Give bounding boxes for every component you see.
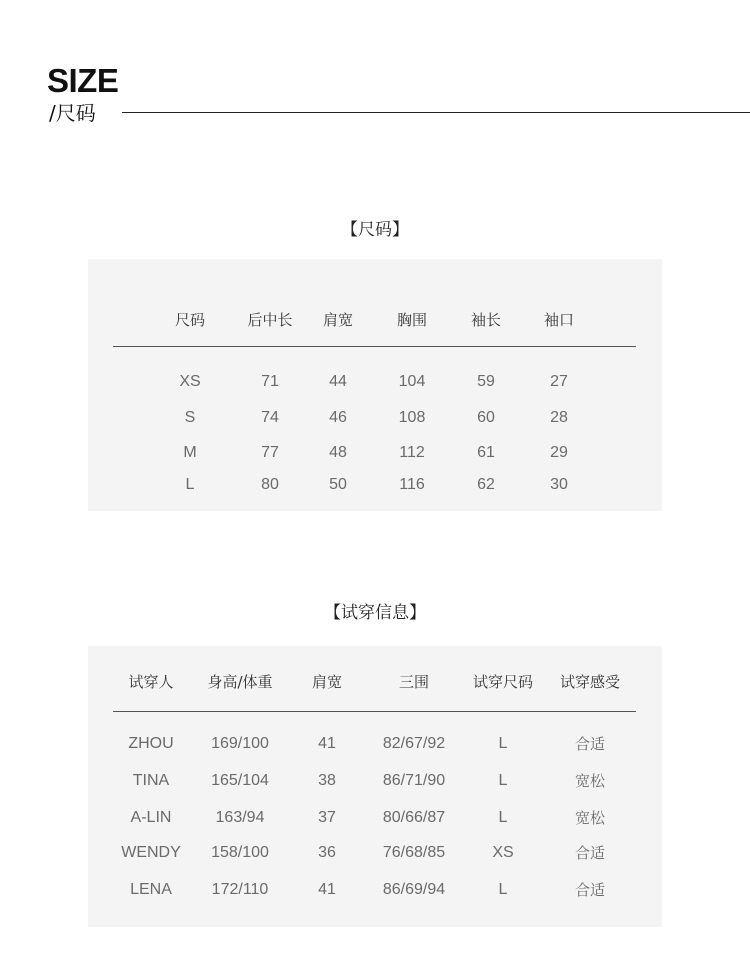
fit-table-cell: L [498, 881, 508, 898]
size-table-cell: 30 [550, 476, 568, 493]
size-table-cell: XS [179, 373, 201, 390]
fit-table-cell: ZHOU [128, 735, 174, 752]
size-table-divider [113, 346, 636, 347]
page-title: SIZE [47, 62, 119, 99]
size-table-cell: 104 [398, 373, 426, 390]
fit-table-cell: A-LIN [130, 809, 172, 826]
fit-table-cell: L [498, 735, 508, 752]
size-table-cell: 29 [550, 444, 568, 461]
fit-table-header-cell: 试穿感受 [559, 673, 621, 691]
fit-table-cell: 169/100 [211, 735, 269, 752]
size-table-cell: 61 [477, 444, 495, 461]
fit-table-header-cell: 身高/体重 [207, 673, 273, 691]
fit-table-cell: LENA [130, 881, 172, 898]
fit-table-title: 【试穿信息】 [324, 603, 426, 623]
fit-table-cell: 172/110 [211, 881, 269, 898]
fit-table-cell: WENDY [121, 844, 181, 861]
size-table-cell: 80 [261, 476, 279, 493]
header-divider [122, 112, 750, 113]
fit-table-cell: L [498, 772, 508, 789]
fit-table-header-cell: 肩宽 [311, 673, 343, 691]
fit-table-cell: 37 [318, 809, 336, 826]
size-table-cell: 71 [261, 373, 279, 390]
size-table-cell: 48 [329, 444, 347, 461]
fit-table-cell: 合适 [574, 881, 606, 899]
fit-table-cell: 宽松 [574, 772, 606, 790]
fit-table-cell: 宽松 [574, 809, 606, 827]
page-subtitle: /尺码 [49, 101, 96, 125]
size-table-cell: 28 [550, 409, 568, 426]
fit-table-cell: 合适 [574, 844, 606, 862]
size-table-cell: 50 [329, 476, 347, 493]
size-table-cell: 112 [399, 444, 425, 461]
fit-table-cell: 163/94 [215, 809, 265, 826]
fit-table-header-cell: 试穿人 [128, 673, 174, 691]
fit-table-cell: 86/71/90 [382, 772, 446, 789]
fit-table-cell: 36 [318, 844, 336, 861]
fit-table-header-cell: 试穿尺码 [472, 673, 534, 691]
size-table-cell: 62 [477, 476, 495, 493]
size-table-cell: 27 [550, 373, 568, 390]
size-table-cell: 108 [398, 409, 426, 426]
fit-table-cell: 38 [318, 772, 336, 789]
size-table-cell: L [185, 476, 195, 493]
size-table-header-cell: 袖口 [543, 311, 575, 329]
size-table-panel [88, 259, 662, 511]
size-table-cell: 60 [477, 409, 495, 426]
size-table-cell: 116 [399, 476, 425, 493]
fit-table-cell: 86/69/94 [382, 881, 446, 898]
fit-table-header-cell: 三围 [398, 673, 430, 691]
fit-table-cell: 76/68/85 [382, 844, 446, 861]
size-table-title: 【尺码】 [341, 220, 409, 240]
size-table-cell: 46 [329, 409, 347, 426]
fit-table-cell: 158/100 [211, 844, 269, 861]
size-table-header-cell: 尺码 [174, 311, 206, 329]
size-table-header-cell: 肩宽 [322, 311, 354, 329]
size-table-header-cell: 袖长 [470, 311, 502, 329]
size-table-cell: 44 [329, 373, 347, 390]
size-table-header-cell: 后中长 [247, 311, 293, 329]
fit-table-cell: L [498, 809, 508, 826]
fit-table-cell: 165/104 [211, 772, 269, 789]
fit-table-cell: 41 [318, 881, 336, 898]
fit-table-cell: TINA [132, 772, 170, 789]
fit-table-cell: 82/67/92 [382, 735, 446, 752]
size-table-cell: 77 [261, 444, 279, 461]
fit-table-cell: XS [492, 844, 514, 861]
fit-table-cell: 合适 [574, 735, 606, 753]
size-table-cell: M [183, 444, 197, 461]
size-table-cell: 74 [261, 409, 279, 426]
size-table-cell: 59 [477, 373, 495, 390]
size-table-cell: S [184, 409, 196, 426]
fit-table-divider [113, 711, 636, 712]
size-table-header-cell: 胸围 [396, 311, 428, 329]
fit-table-cell: 80/66/87 [382, 809, 446, 826]
fit-table-cell: 41 [318, 735, 336, 752]
